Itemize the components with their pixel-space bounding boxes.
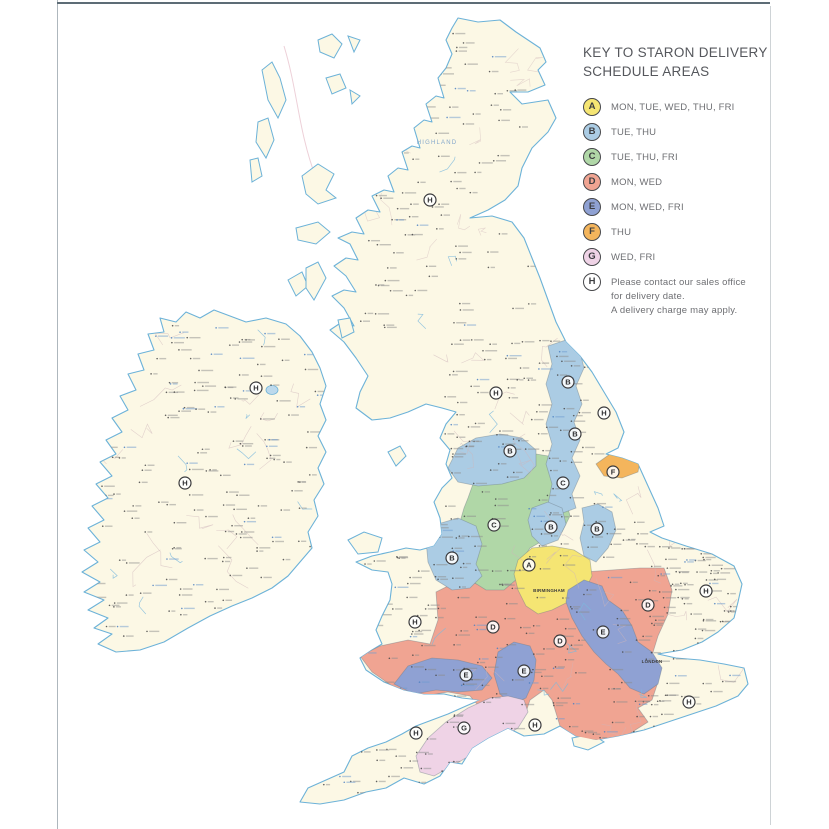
- legend-title: [583, 44, 798, 82]
- map-marker-H: [250, 382, 262, 394]
- map-marker-C: [557, 477, 569, 489]
- map-marker-D: [642, 599, 654, 611]
- legend-items: [583, 98, 798, 319]
- svg-text:D: D: [557, 636, 563, 646]
- map-marker-H: [529, 719, 541, 731]
- map-marker-C: [488, 519, 500, 531]
- svg-text:B: B: [565, 377, 571, 387]
- svg-text:B: B: [572, 429, 578, 439]
- legend-label-D: MON, WED: [611, 176, 663, 188]
- map-marker-H: [424, 194, 436, 206]
- legend-label-F: THU: [611, 226, 632, 238]
- legend-label-G: WED, FRI: [611, 251, 656, 263]
- legend-circle-C: C: [583, 148, 601, 166]
- svg-text:H: H: [412, 617, 418, 627]
- legend-item-A: [583, 98, 798, 116]
- map-marker-H: [410, 727, 422, 739]
- legend-label-A: MON, TUE, WED, THU, FRI: [611, 101, 735, 113]
- legend-item-D: [583, 173, 798, 191]
- svg-text:C: C: [491, 520, 497, 530]
- map-marker-H: [700, 585, 712, 597]
- legend-item-F: [583, 223, 798, 241]
- svg-text:E: E: [600, 627, 606, 637]
- legend-label-B: TUE, THU: [611, 126, 657, 138]
- map-marker-F: [607, 466, 619, 478]
- legend-item-E: [583, 198, 798, 216]
- svg-text:A: A: [526, 560, 532, 570]
- legend-label-H-line3: A delivery charge may apply.: [611, 305, 738, 317]
- map-marker-E: [460, 669, 472, 681]
- legend-circle-A: A: [583, 98, 601, 116]
- svg-text:D: D: [490, 622, 496, 632]
- page-border-top: [57, 2, 770, 4]
- legend-circle-B: B: [583, 123, 601, 141]
- legend-item-H: [583, 273, 798, 319]
- legend-label-C: TUE, THU, FRI: [611, 151, 678, 163]
- map-marker-H: [598, 407, 610, 419]
- legend-label-E: MON, WED, FRI: [611, 201, 684, 213]
- map-marker-B: [446, 552, 458, 564]
- map-marker-B: [504, 445, 516, 457]
- svg-text:E: E: [521, 666, 527, 676]
- legend-label-H: [611, 273, 746, 319]
- legend-item-G: [583, 248, 798, 266]
- map-label-highland: HIGHLAND: [416, 140, 458, 146]
- map-marker-E: [597, 626, 609, 638]
- map-label-london: LONDON: [641, 659, 663, 664]
- map-marker-G: [458, 722, 470, 734]
- svg-text:H: H: [413, 728, 419, 738]
- svg-text:B: B: [507, 446, 513, 456]
- map-marker-H: [490, 387, 502, 399]
- map-marker-B: [569, 428, 581, 440]
- delivery-key-legend: [583, 44, 798, 326]
- svg-text:H: H: [182, 478, 188, 488]
- svg-text:H: H: [427, 195, 433, 205]
- map-marker-D: [554, 635, 566, 647]
- legend-label-H-line2: for delivery date.: [611, 291, 685, 303]
- map-marker-H: [409, 616, 421, 628]
- lough-neagh: [266, 386, 278, 395]
- legend-item-B: [583, 123, 798, 141]
- svg-text:B: B: [449, 553, 455, 563]
- map-marker-B: [591, 523, 603, 535]
- svg-text:B: B: [548, 522, 554, 532]
- svg-text:C: C: [560, 478, 566, 488]
- svg-text:H: H: [703, 586, 709, 596]
- legend-item-C: [583, 148, 798, 166]
- page-border-left: [57, 0, 58, 829]
- map-marker-B: [545, 521, 557, 533]
- legend-circle-D: D: [583, 173, 601, 191]
- svg-text:H: H: [253, 383, 259, 393]
- map-marker-H: [179, 477, 191, 489]
- svg-text:H: H: [601, 408, 607, 418]
- svg-text:H: H: [686, 697, 692, 707]
- map-marker-D: [487, 621, 499, 633]
- delivery-region-G: [416, 696, 528, 776]
- svg-text:E: E: [463, 670, 469, 680]
- map-marker-A: [523, 559, 535, 571]
- legend-circle-H: H: [583, 273, 601, 291]
- ireland-landmass: [82, 310, 326, 652]
- svg-text:H: H: [532, 720, 538, 730]
- svg-text:B: B: [594, 524, 600, 534]
- sea-boundary-line: [284, 46, 316, 178]
- map-marker-H: [683, 696, 695, 708]
- svg-text:G: G: [461, 723, 467, 733]
- map-label-birmingham: BIRMINGHAM: [533, 588, 565, 593]
- svg-text:F: F: [610, 467, 616, 477]
- legend-circle-E: E: [583, 198, 601, 216]
- legend-title-line1: KEY TO STARON DELIVERY: [583, 45, 768, 60]
- legend-circle-G: G: [583, 248, 601, 266]
- svg-text:D: D: [645, 600, 651, 610]
- svg-text:H: H: [493, 388, 499, 398]
- legend-title-line2: SCHEDULE AREAS: [583, 63, 710, 79]
- map-marker-B: [562, 376, 574, 388]
- legend-label-H-line1: Please contact our sales office: [611, 276, 746, 288]
- map-marker-E: [518, 665, 530, 677]
- legend-circle-F: F: [583, 223, 601, 241]
